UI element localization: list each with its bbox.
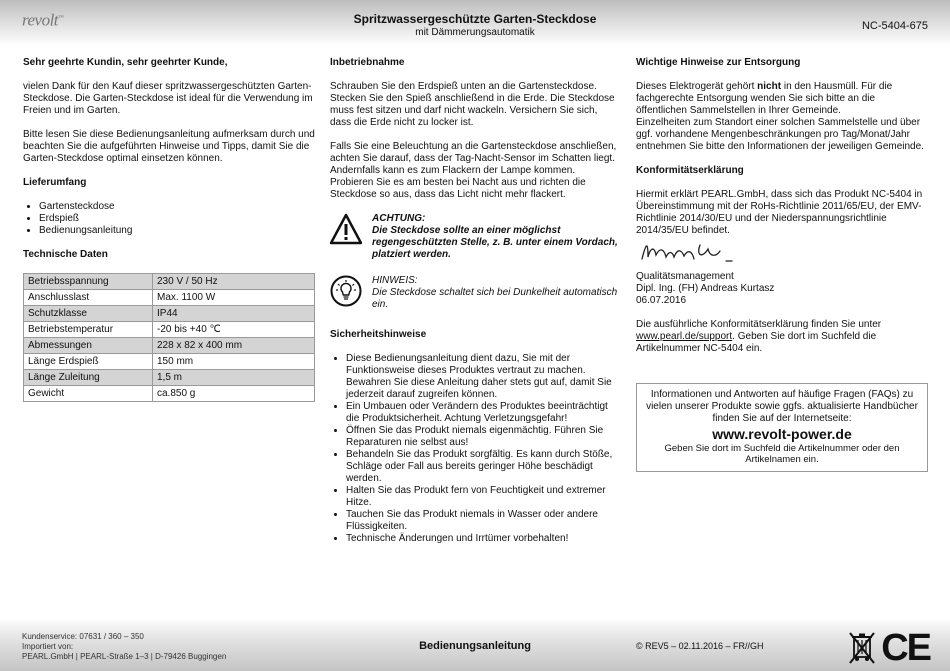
importer-address: PEARL.GmbH | PEARL-Straße 1–3 | D-79426 Buggingen [22, 652, 227, 661]
footer-title: Bedienungsanleitung [419, 640, 531, 652]
list-item: • Tauchen Sie das Produkt niemals in Wasser oder andere Flüssigkeiten. [346, 509, 620, 533]
warning-head: ACHTUNG: [372, 213, 426, 224]
spec-label: Abmessungen [24, 338, 153, 354]
scope-list [23, 201, 315, 237]
table-row [24, 370, 315, 386]
hint-body: Die Steckdose schaltet sich bei Dunkelheit automatisch ein. [372, 287, 618, 310]
warning-notice [330, 213, 620, 261]
spec-label: Anschlusslast [24, 290, 153, 306]
setup-heading: Inbetriebnahme [330, 57, 405, 68]
scope-heading: Lieferumfang [23, 177, 87, 188]
table-row [24, 290, 315, 306]
spec-label: Betriebsspannung [24, 274, 153, 290]
table-row [24, 338, 315, 354]
disposal-text-cont: in den Hausmüll. Für die fachgerechte Entsorgung wenden Sie sich bitte an die öffentlichen Sammelstellen in Ihrer Gemeinde. [636, 81, 893, 116]
subtitle: mit Dämmerungsautomatik [415, 27, 535, 38]
product-code: NC-5404-675 [861, 20, 928, 32]
safety-list [330, 353, 620, 545]
intro-paragraph-2: Bitte lesen Sie diese Bedienungsanleitung aufmerksam durch und beachten Sie die aufgeführten Hinweise und Tipps, damit Sie die Garten-Steckdose optimal einsetzen können. [23, 129, 315, 164]
conformity-paragraph: Hiermit erklärt PEARL.GmbH, dass sich das Produkt NC-5404 in Übereinstimmung mit der RoHs-Richtlinie 2011/65/EU, der EMV-Richtlinie 2014/30/EU und der Niederspannungsrichtlinie 2014/35/EU befindet. [636, 189, 923, 236]
spec-table [23, 273, 315, 402]
disposal-paragraph [636, 81, 928, 117]
setup-paragraph-2: Falls Sie eine Beleuchtung an die Gartensteckdose anschließen, achten Sie darauf, dass der Tag-Nacht-Sensor im Schatten liegt. Andernfalls kann es zum Flackern der Lampe kommen. Probieren Sie es am besten bei Nacht aus und richten die Steckdose so aus, dass das Licht nicht mehr flackert. [330, 141, 617, 200]
faq-text: Informationen und Antworten auf häufige Fragen (FAQs) zu vielen unserer Produkte sowie ggfs. aktualisierte Handbücher finden Sie auf der Internetseite: [646, 389, 918, 424]
spec-label: Länge Erdspieß [24, 354, 153, 370]
disposal-text: Dieses Elektrogerät gehört [636, 81, 758, 92]
spec-value: -20 bis +40 ℃ [153, 322, 315, 338]
disposal-heading: Wichtige Hinweise zur Entsorgung [636, 57, 801, 68]
spec-label: Schutzklasse [24, 306, 153, 322]
spec-value: 150 mm [153, 354, 315, 370]
spec-value: 230 V / 50 Hz [153, 274, 315, 290]
column-middle [330, 57, 620, 557]
list-item: • Gartensteckdose [39, 201, 315, 213]
imported-label: Importiert von: [22, 642, 74, 651]
greeting: Sehr geehrte Kundin, sehr geehrter Kunde, [23, 57, 228, 68]
lightbulb-icon [330, 275, 362, 307]
document-title [250, 12, 700, 39]
spec-value: 1,5 m [153, 370, 315, 386]
setup-paragraph: Schrauben Sie den Erdspieß unten an die Gartensteckdose. Stecken Sie den Spieß anschließend in die Erde. Die Steckdose muss fest sitzen und darf nicht wackeln. Versichern Sie sich, dass die Erde nicht zu locker ist. [330, 81, 615, 128]
list-item: • Technische Änderungen und Irrtümer vorbehalten! [346, 533, 620, 545]
details-paragraph [636, 319, 928, 355]
page-header [0, 0, 950, 46]
spec-value: Max. 1100 W [153, 290, 315, 306]
title: Spritzwassergeschützte Garten-Steckdose [353, 12, 597, 26]
spec-value: ca.850 g [153, 386, 315, 402]
spec-value: IP44 [153, 306, 315, 322]
warning-icon [330, 213, 362, 245]
faq-box [636, 383, 928, 472]
column-right [636, 57, 928, 472]
spec-value: 228 x 82 x 400 mm [153, 338, 315, 354]
footer-contact [22, 632, 226, 662]
weee-bin-icon [849, 630, 875, 666]
customer-service: Kundenservice: 07631 / 360 – 350 [22, 632, 144, 641]
safety-heading: Sicherheitshinweise [330, 329, 427, 340]
disposal-emphasis: nicht [757, 81, 782, 92]
hint-notice [330, 275, 620, 315]
certification-marks [849, 628, 930, 668]
page-footer [0, 618, 950, 671]
spec-label: Länge Zuleitung [24, 370, 153, 386]
conformity-heading: Konformitätserklärung [636, 165, 744, 176]
warning-body: Die Steckdose sollte an einer möglichst regengeschützten Stelle, z. B. unter einem Vordach, platziert werden. [372, 225, 618, 260]
list-item: • Diese Bedienungsanleitung dient dazu, Sie mit der Funktionsweise dieses Produktes vertraut zu machen. Bewahren Sie diese Anleitung daher stets gut auf, damit Sie jederzeit darauf zugreifen können. [346, 353, 620, 401]
table-row [24, 322, 315, 338]
table-row [24, 274, 315, 290]
faq-url[interactable]: www.revolt-power.de [712, 426, 852, 442]
list-item: • Behandeln Sie das Produkt sorgfältig. Es kann durch Stöße, Schläge oder Fall aus bereits geringer Höhe beschädigt werden. [346, 449, 620, 485]
signature [636, 237, 928, 267]
details-text-cont: . Geben Sie dort im Suchfeld die Artikelnummer NC-5404 ein. [636, 331, 877, 354]
list-item: • Bedienungsanleitung [39, 225, 315, 237]
sign-role: Qualitätsmanagement [636, 271, 734, 282]
revolt-logo: revolt™ [22, 10, 64, 30]
table-row [24, 306, 315, 322]
faq-note: Geben Sie dort im Suchfeld die Artikelnummer oder den Artikelnamen ein. [664, 443, 900, 465]
table-row [24, 386, 315, 402]
hint-head: HINWEIS: [372, 275, 418, 286]
spec-label: Betriebstemperatur [24, 322, 153, 338]
tech-heading: Technische Daten [23, 249, 108, 260]
list-item: • Öffnen Sie das Produkt niemals eigenmächtig. Führen Sie Reparaturen nie selbst aus! [346, 425, 620, 449]
list-item: • Ein Umbauen oder Verändern des Produktes beeinträchtigt die Produktsicherheit. Achtung Verletzungsgefahr! [346, 401, 620, 425]
support-link[interactable]: www.pearl.de/support [636, 331, 733, 342]
table-row [24, 354, 315, 370]
list-item: • Erdspieß [39, 213, 315, 225]
list-item: • Halten Sie das Produkt fern von Feuchtigkeit und extremer Hitze. [346, 485, 620, 509]
revision-info: © REV5 – 02.11.2016 – FR//GH [636, 641, 764, 651]
spec-label: Gewicht [24, 386, 153, 402]
intro-paragraph: vielen Dank für den Kauf dieser spritzwassergeschützten Garten-Steckdose. Die Garten-Steckdose ist ideal für die Verwendung im Freien und im Garten. [23, 81, 313, 116]
sign-date: 06.07.2016 [636, 295, 687, 306]
disposal-paragraph-2: Einzelheiten zum Standort einer solchen Sammelstelle und über ggf. vorhandene Mengenbeschränkungen pro Tag/Monat/Jahr entnehmen Sie bitte den Informationen der jeweiligen Gemeinde. [636, 117, 924, 152]
details-text: Die ausführliche Konformitätserklärung finden Sie unter [636, 319, 882, 330]
column-left [23, 57, 315, 402]
ce-mark: CE [881, 627, 930, 669]
sign-name: Dipl. Ing. (FH) Andreas Kurtasz [636, 283, 775, 294]
